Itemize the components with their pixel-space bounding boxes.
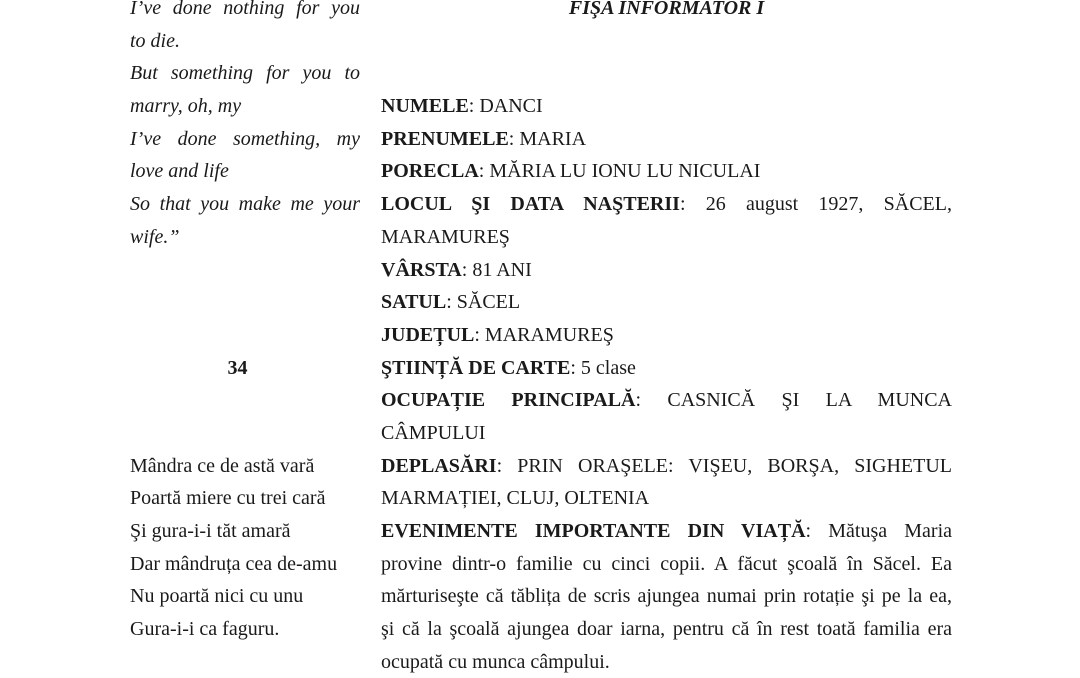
field-satul [381, 286, 952, 319]
field-value: : PRIN ORAŞELE: VIŞEU, BORŞA, SIGHETUL [496, 454, 952, 477]
field-label: OCUPAȚIE PRINCIPALĂ [381, 389, 636, 412]
form-title: FIŞA INFORMATOR I [568, 0, 765, 19]
field-label: VÂRSTA [381, 258, 462, 281]
poem-line: But something for you to [130, 62, 360, 85]
poem-line: love and life [130, 160, 229, 183]
field-value: : DANCI [468, 95, 543, 118]
field-ocupatie [381, 384, 952, 417]
poem-line: Nu poartă nici cu unu [130, 585, 304, 608]
field-label: PORECLA [381, 160, 479, 183]
poem-line: Gura-i-i ca faguru. [130, 618, 280, 641]
poem-line: Mândra ce de astă vară [130, 454, 315, 477]
field-value: : Mătuşa Maria [805, 520, 953, 542]
field-label: SATUL [381, 291, 447, 314]
field-porecla [381, 155, 952, 188]
paragraph-line: ocupată cu munca câmpului. [381, 650, 610, 673]
poem-line: Şi gura-i-i tăt amară [130, 520, 291, 542]
poem-line: I’ve done something, my [130, 127, 360, 150]
song-number: 34 [227, 356, 248, 379]
field-judetul [381, 319, 952, 352]
poem-line: to die. [130, 29, 180, 52]
poem-line: marry, oh, my [130, 95, 242, 118]
field-continuation: CÂMPULUI [381, 421, 486, 444]
poem-line: So that you make me your [130, 193, 360, 216]
field-prenumele [381, 123, 952, 156]
poem-line: Poartă miere cu trei cară [130, 487, 326, 510]
field-locul-nasterii [381, 188, 952, 221]
poem-line: wife.” [130, 225, 180, 248]
poem-line: I’ve done nothing for you [130, 0, 360, 19]
field-value: : 5 clase [570, 356, 636, 379]
field-stiinta-de-carte [381, 352, 952, 385]
field-value: : CASNICĂ ŞI LA MUNCA [635, 389, 952, 412]
field-label: EVENIMENTE IMPORTANTE DIN VIAȚĂ [381, 520, 806, 542]
field-label: ŞTIINȚĂ DE CARTE [381, 356, 571, 379]
field-label: JUDEȚUL [381, 323, 475, 346]
paragraph-line: şi că la şcoală ajungea doar iarna, pentru că în rest toată familia era [381, 618, 952, 641]
field-evenimente [381, 515, 952, 548]
paragraph-line: mărturiseşte că tăblița de scris ajungea numai prin rotație şi pe la ea, [381, 585, 952, 608]
field-value: : MARIA [508, 127, 587, 150]
field-value: : SĂCEL [446, 291, 521, 314]
field-continuation: MARMAȚIEI, CLUJ, OLTENIA [381, 487, 650, 510]
field-continuation: MARAMUREŞ [381, 225, 510, 248]
field-varsta [381, 254, 952, 287]
field-label: PRENUMELE [381, 127, 509, 150]
poem-line: Dar mândruța cea de-amu [130, 552, 338, 575]
field-label: NUMELE [381, 95, 469, 118]
right-column [381, 0, 952, 678]
field-numele [381, 90, 952, 123]
left-column [130, 0, 360, 646]
paragraph-line: provine dintr-o familie cu cinci copii. A făcut şcoală în Săcel. Ea [381, 552, 952, 575]
field-value: : 26 august 1927, SĂCEL, [679, 193, 952, 216]
field-label: LOCUL ŞI DATA NAŞTERII [381, 193, 680, 216]
field-value: : MĂRIA LU IONU LU NICULAI [478, 160, 761, 183]
field-deplasari [381, 450, 952, 483]
field-label: DEPLASĂRI [381, 454, 497, 477]
field-value: : MARAMUREŞ [474, 323, 614, 346]
field-value: : 81 ANI [461, 258, 532, 281]
